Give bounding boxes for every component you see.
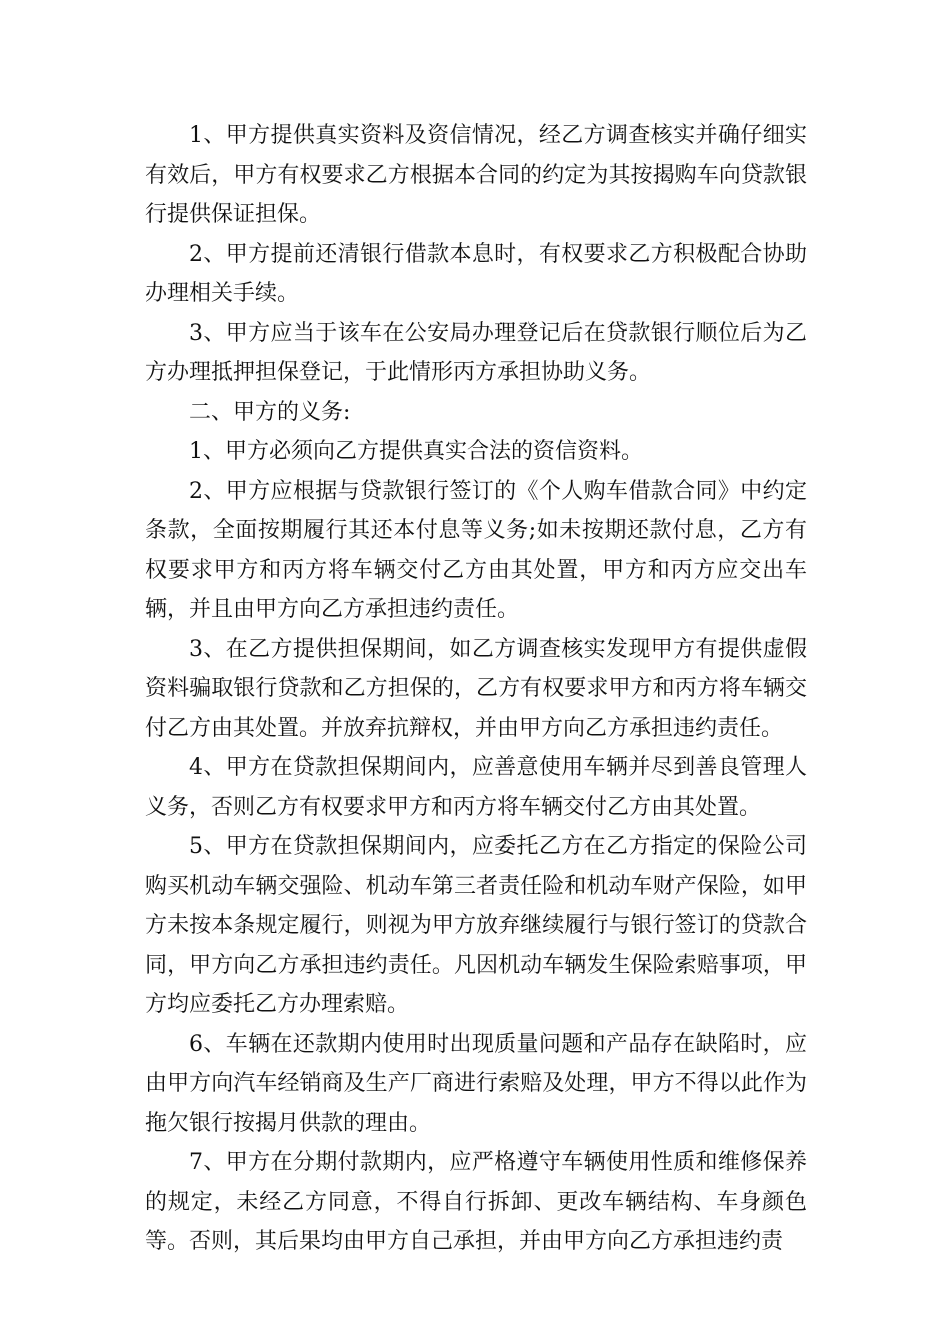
document-body (145, 116, 807, 1262)
paragraph-5: 1、甲方必须向乙方提供真实合法的资信资料。 (189, 439, 643, 464)
paragraph-1: 1、甲方提供真实资料及资信情况，经乙方调查核实并确仔细实有效后，甲方有权要求乙方根据本合同的约定为其按揭购车向贷款银行提供保证担保。 (145, 123, 807, 227)
paragraph-7: 3、在乙方提供担保期间，如乙方调查核实发现甲方有提供虚假资料骗取银行贷款和乙方担保的，乙方有权要求甲方和丙方将车辆交付乙方由其处置。并放弃抗辩权，并由甲方向乙方承担违约责任。 (145, 636, 807, 741)
paragraph-10: 6、车辆在还款期内使用时出现质量问题和产品存在缺陷时，应由甲方向汽车经销商及生产厂商进行索赔及处理，甲方不得以此作为拖欠银行按揭月供款的理由。 (145, 1031, 807, 1136)
paragraph-8: 4、甲方在贷款担保期间内，应善意使用车辆并尽到善良管理人义务，否则乙方有权要求甲方和丙方将车辆交付乙方由其处置。 (145, 755, 807, 820)
paragraph-6: 2、甲方应根据与贷款银行签订的《个人购车借款合同》中约定条款，全面按期履行其还本付息等义务;如未按期还款付息，乙方有权要求甲方和丙方将车辆交付乙方由其处置，甲方和丙方应交出车辆，并且由甲方向乙方承担违约责任。 (145, 478, 807, 622)
paragraph-11: 7、甲方在分期付款期内，应严格遵守车辆使用性质和维修保养的规定，未经乙方同意，不得自行拆卸、更改车辆结构、车身颜色等。否则，其后果均由甲方自己承担，并由甲方向乙方承担违约责 (145, 1150, 807, 1254)
section-heading: 二、甲方的义务: (189, 399, 351, 425)
paragraph-3: 3、甲方应当于该车在公安局办理登记后在贷款银行顺位后为乙方办理抵押担保登记，于此情形丙方承担协助义务。 (145, 320, 807, 385)
paragraph-9: 5、甲方在贷款担保期间内，应委托乙方在乙方指定的保险公司购买机动车辆交强险、机动车第三者责任险和机动车财产保险，如甲方未按本条规定履行，则视为甲方放弃继续履行与银行签订的贷款合同，甲方向乙方承担违约责任。凡因机动车辆发生保险索赔事项，甲方均应委托乙方办理索赔。 (145, 834, 807, 1017)
paragraph-2: 2、甲方提前还清银行借款本息时，有权要求乙方积极配合协助办理相关手续。 (145, 241, 807, 306)
